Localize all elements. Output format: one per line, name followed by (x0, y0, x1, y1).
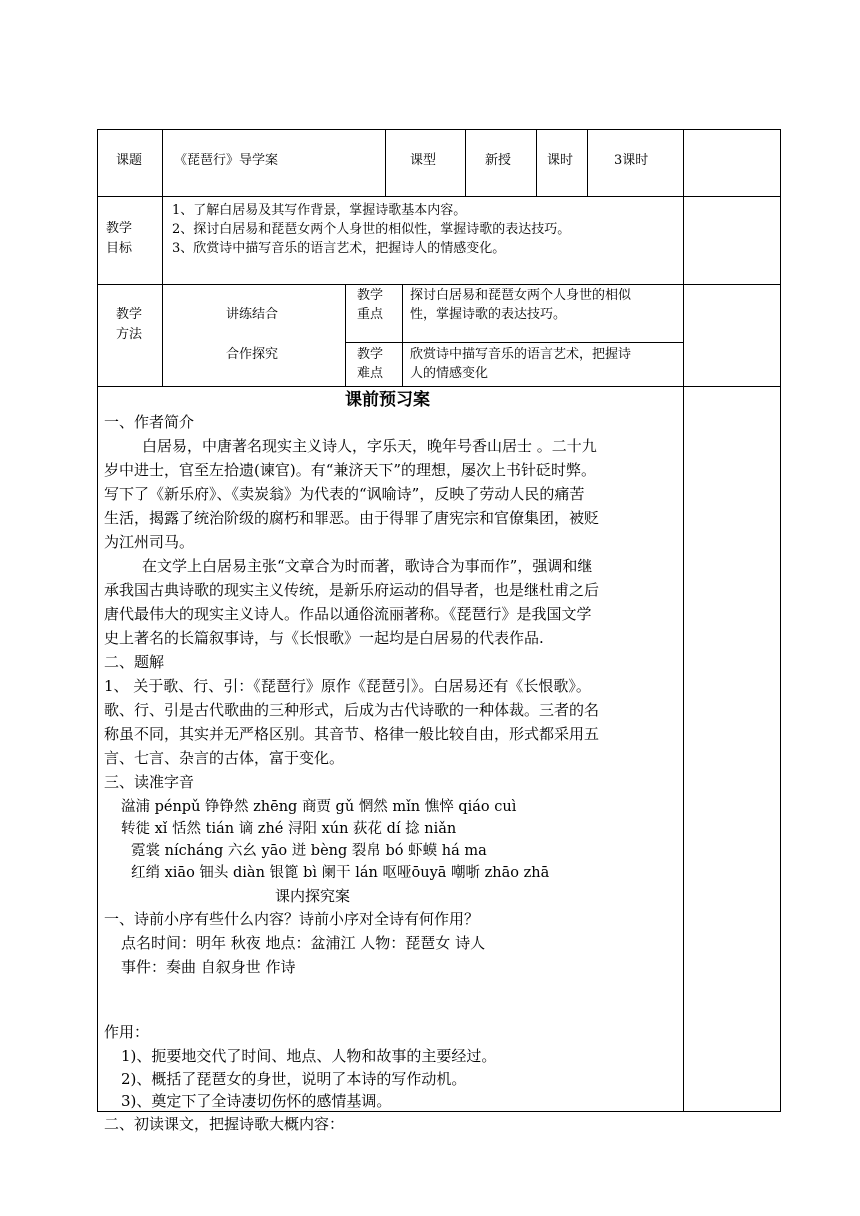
body-line: 言、七言、杂言的古体，富于变化。 (104, 749, 345, 767)
label-difficulty-2: 难点 (357, 366, 384, 381)
label-difficulty-1: 教学 (357, 347, 384, 362)
key-point-text: 性，掌握诗歌的表达技巧。 (410, 307, 567, 322)
pronunciation-line: 转徙 xǐ 恬然 tián 谪 zhé 浔阳 xún 荻花 dí 捻 niǎn (121, 821, 457, 837)
answer-line: 事件：奏曲 自叙身世 作诗 (121, 958, 296, 976)
difficulty-text: 人的情感变化 (410, 366, 489, 381)
inquiry-title: 课内探究案 (275, 887, 351, 905)
question: 一、诗前小序有些什么内容？诗前小序对全诗有何作用？ (104, 910, 480, 928)
table-rule-key-split (345, 342, 684, 343)
section-title: 三、读准字音 (104, 773, 195, 791)
section-title: 二、题解 (104, 653, 165, 671)
body-line: 唐代最伟大的现实主义诗人。作品以通俗流丽著称。《琵琶行》是我国文学 (104, 605, 592, 623)
label-method-2: 方法 (116, 327, 143, 342)
body-line: 歌、行、引是古代歌曲的三种形式，后成为古代诗歌的一种体裁。三者的名 (104, 701, 600, 719)
table-col-402 (402, 284, 403, 386)
question: 二、初读课文，把握诗歌大概内容： (104, 1115, 345, 1133)
body-line: 史上著名的长篇叙事诗，与《长恨歌》一起均是白居易的代表作品. (104, 629, 544, 647)
table-rule-row2 (97, 284, 781, 285)
label-subject: 课题 (116, 153, 143, 168)
pronunciation-line: 红绡 xiāo 钿头 diàn 银篦 bì 阑干 lán 呕哑ōuyā 嘲哳 zhāo zhā (131, 865, 550, 881)
table-col-536 (536, 129, 537, 196)
label-key-point-1: 教学 (357, 288, 384, 303)
body-line: 生活，揭露了统治阶级的腐朽和罪恶。由于得罪了唐宪宗和官僚集团，被贬 (104, 509, 600, 527)
label-lesson-type: 课型 (410, 153, 437, 168)
body-line: 在文学上白居易主张“文章合为时而著，歌诗合为事而作”，强调和继 (142, 557, 593, 575)
objective-item: 2、探讨白居易和琵琶女两个人身世的相似性，掌握诗歌的表达技巧。 (172, 222, 571, 237)
preview-title: 课前预习案 (345, 390, 430, 410)
label-key-point-2: 重点 (357, 307, 384, 322)
effect-item: 2)、概括了琵琶女的身世，说明了本诗的写作动机。 (121, 1070, 467, 1088)
table-col-label (162, 129, 163, 386)
method-1: 讲练结合 (226, 307, 279, 322)
table-border-bottom (97, 1111, 781, 1112)
answer-line: 点名时间：明年 秋夜 地点：盆浦江 人物：琵琶女 诗人 (121, 934, 486, 952)
section-title: 一、作者简介 (104, 413, 195, 431)
label-objectives-2: 目标 (106, 241, 133, 256)
table-rule-row1 (97, 196, 781, 197)
table-col-587 (587, 129, 588, 196)
body-line: 写下了《新乐府》、《卖炭翁》为代表的“讽喻诗”，反映了劳动人民的痛苦 (104, 485, 585, 503)
body-line: 承我国古典诗歌的现实主义传统，是新乐府运动的倡导者，也是继杜甫之后 (104, 581, 600, 599)
difficulty-text: 欣赏诗中描写音乐的语言艺术，把握诗 (410, 347, 632, 362)
pronunciation-line: 湓浦 pénpǔ 铮铮然 zhēng 商贾 gǔ 惘然 mǐn 憔悴 qiáo cuì (121, 799, 517, 815)
key-point-text: 探讨白居易和琵琶女两个人身世的相似 (410, 288, 632, 303)
pronunciation-line: 霓裳 nícháng 六幺 yāo 迸 bèng 裂帛 bó 虾蟆 há ma (131, 843, 487, 859)
table-border-right (780, 129, 781, 1111)
table-col-465 (465, 129, 466, 196)
table-border-left (97, 129, 98, 1111)
label-hours: 课时 (547, 153, 574, 168)
objective-item: 1、了解白居易及其写作背景，掌握诗歌基本内容。 (172, 203, 467, 218)
objective-item: 3、欣赏诗中描写音乐的语言艺术，把握诗人的情感变化。 (172, 241, 506, 256)
table-rule-row3 (97, 386, 781, 387)
subject-value: 《琵琶行》导学案 (174, 153, 279, 168)
label-method-1: 教学 (116, 307, 143, 322)
effect-item: 3)、奠定下了全诗凄切伤怀的感情基调。 (121, 1092, 392, 1110)
effect-item: 1)、扼要地交代了时间、地点、人物和故事的主要经过。 (121, 1047, 497, 1065)
label-objectives-1: 教学 (106, 221, 133, 236)
effect-label: 作用： (104, 1023, 150, 1041)
lesson-type-value: 新授 (485, 153, 512, 168)
table-border-top (97, 129, 781, 130)
table-col-385 (385, 129, 386, 196)
body-line: 岁中进士，官至左拾遗(谏官)。有“兼济天下”的理想，屡次上书针砭时弊。 (104, 461, 597, 479)
hours-value: 3课时 (614, 153, 649, 168)
table-col-right-inner (683, 129, 684, 1111)
table-col-345 (345, 284, 346, 386)
body-line: 为江州司马。 (104, 533, 195, 551)
body-line: 称虽不同，其实并无严格区别。其音节、格律一般比较自由，形式都采用五 (104, 725, 600, 743)
body-line: 1、 关于歌、行、引：《琵琶行》原作《琵琶引》。白居易还有《长恨歌》。 (104, 677, 591, 695)
method-2: 合作探究 (226, 347, 279, 362)
body-line: 白居易，中唐著名现实主义诗人，字乐天，晚年号香山居士 。二十九 (142, 437, 597, 455)
